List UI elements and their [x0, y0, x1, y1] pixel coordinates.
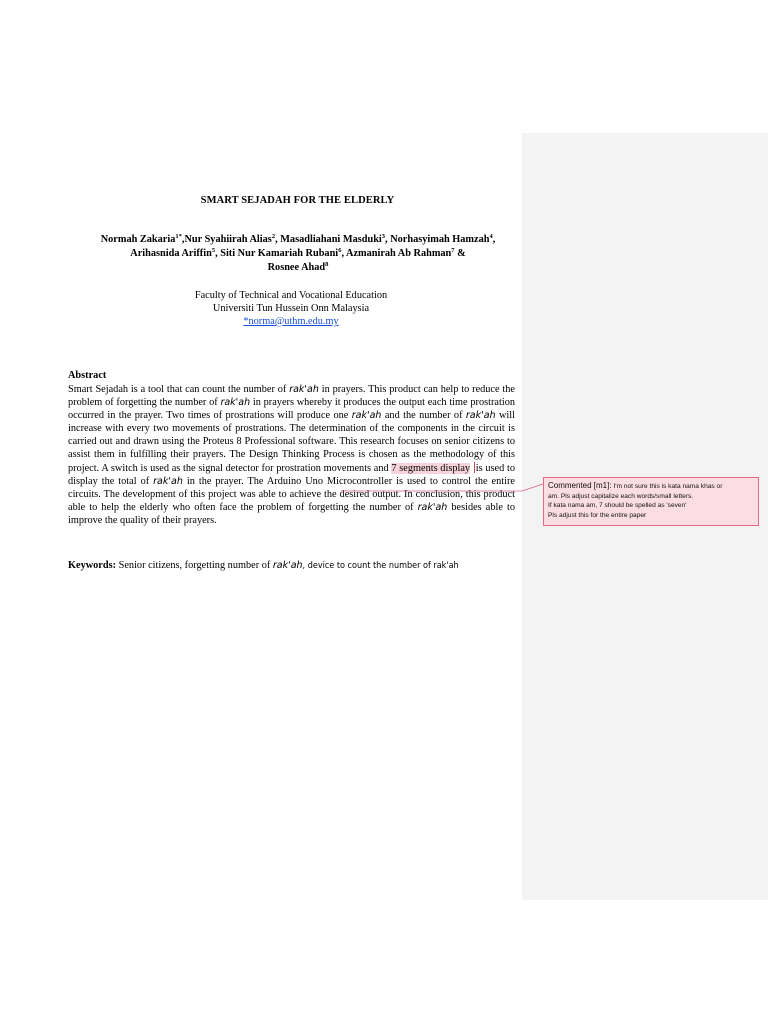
- author-name: , Masadliahani Masduki: [275, 234, 382, 245]
- comment-text: If kata nama am, 7 should be spelled as 'seven': [548, 502, 687, 509]
- comment-bubble[interactable]: [543, 477, 759, 526]
- comment-text: I'm not sure this is kata nama khas or: [611, 483, 723, 490]
- rakah-term: rak'ah: [351, 410, 382, 422]
- author-sup: 3: [381, 233, 386, 240]
- keywords-text: Senior citizens, forgetting number of: [116, 560, 273, 571]
- author-separator: ,: [492, 234, 496, 245]
- margin-top-area: [522, 0, 768, 133]
- paper-title: SMART SEJADAH FOR THE ELDERLY: [200, 195, 395, 206]
- university-name: Universiti Tun Hussein Onn Malaysia: [212, 303, 370, 314]
- faculty-name: Faculty of Technical and Vocational Education: [194, 290, 388, 301]
- author-name: ,Nur Syahiirah Alias: [181, 234, 272, 245]
- abstract-body: [68, 383, 515, 527]
- abstract-text: besides able to improve the quality of their prayers.: [68, 501, 515, 526]
- keywords-label: Keywords:: [68, 560, 117, 571]
- author-sup: 2: [271, 233, 276, 240]
- author-sup: 4: [489, 233, 493, 240]
- abstract-text: and the number of: [381, 410, 466, 422]
- abstract-text: is used to display the total of: [68, 462, 515, 487]
- rakah-term: rak'ah: [272, 560, 303, 571]
- author-sup: 7: [451, 247, 455, 254]
- comment-first-line: [548, 481, 754, 492]
- author-separator: &: [454, 248, 466, 259]
- author-name: Arihasnida Ariffin: [130, 248, 212, 259]
- keywords-line: [68, 560, 548, 571]
- comment-text: am. Pls adjust capitalize each words/small letters.: [548, 492, 694, 500]
- abstract-text: in prayers whereby it produces the output each time prostration occurred in the prayer. Two times of prostrations will produce one: [68, 397, 515, 422]
- abstract-text: will increase with every two movements of prostrations. The determination of the components in the circuit is carried out and drawn using the Proteus 8 Professional software. This research focuses on senior citizens to assist them in fulfilling their prayers. The Design Thinking Process is chosen as the methodology of this project. A switch is used as the signal detector for prostration movements and: [68, 410, 516, 474]
- author-name: Rosnee Ahad: [267, 262, 326, 273]
- text-cursor: [474, 462, 475, 473]
- affiliation-block: [0, 289, 582, 328]
- rakah-term: rak'ah: [289, 384, 319, 395]
- abstract-heading: Abstract: [68, 370, 107, 381]
- author-name: , Azmanirah Ab Rahman: [341, 248, 452, 259]
- comment-author: Commented [m1]:: [548, 481, 612, 490]
- author-line-3: [62, 261, 534, 275]
- rakah-term: rak'ah: [220, 397, 251, 409]
- author-list: [62, 233, 534, 275]
- abstract-text: in the prayer. The Arduino Uno Microcontroller is used to control the entire circuits. The development of this project was able to achieve the desired output. In conclusion, this product able to help the elderly who often face the problem of forgetting the number of: [68, 475, 515, 513]
- email-link[interactable]: *norma@uthm.edu.my: [243, 316, 339, 327]
- author-sup: 6: [338, 247, 342, 254]
- author-name: , Norhasyimah Hamzah: [385, 234, 490, 245]
- author-sup: 5: [211, 247, 216, 254]
- rakah-term: rak'ah: [465, 410, 496, 422]
- abstract-text: in prayers. This product can help to reduce the problem of forgetting the number of: [68, 384, 515, 409]
- author-line-2: [62, 247, 534, 261]
- author-sup: 8: [325, 261, 329, 268]
- commented-highlight[interactable]: 7 segments display: [391, 462, 471, 474]
- author-line-1: [62, 233, 534, 247]
- rakah-term: rak'ah: [153, 475, 183, 487]
- author-name: Normah Zakaria: [100, 234, 176, 245]
- abstract-paragraph: [68, 383, 515, 527]
- keywords-rest: , device to count the number of rak'ah: [302, 561, 459, 571]
- abstract-text: Smart Sejadah is a tool that can count the number of: [68, 384, 290, 395]
- author-sup: 1*: [175, 233, 182, 240]
- comment-text: Pls adjust this for the entire paper: [548, 511, 647, 519]
- author-name: , Siti Nur Kamariah Rubani: [215, 248, 339, 259]
- rakah-term: rak'ah: [417, 501, 448, 513]
- margin-bottom-area: [522, 900, 768, 1024]
